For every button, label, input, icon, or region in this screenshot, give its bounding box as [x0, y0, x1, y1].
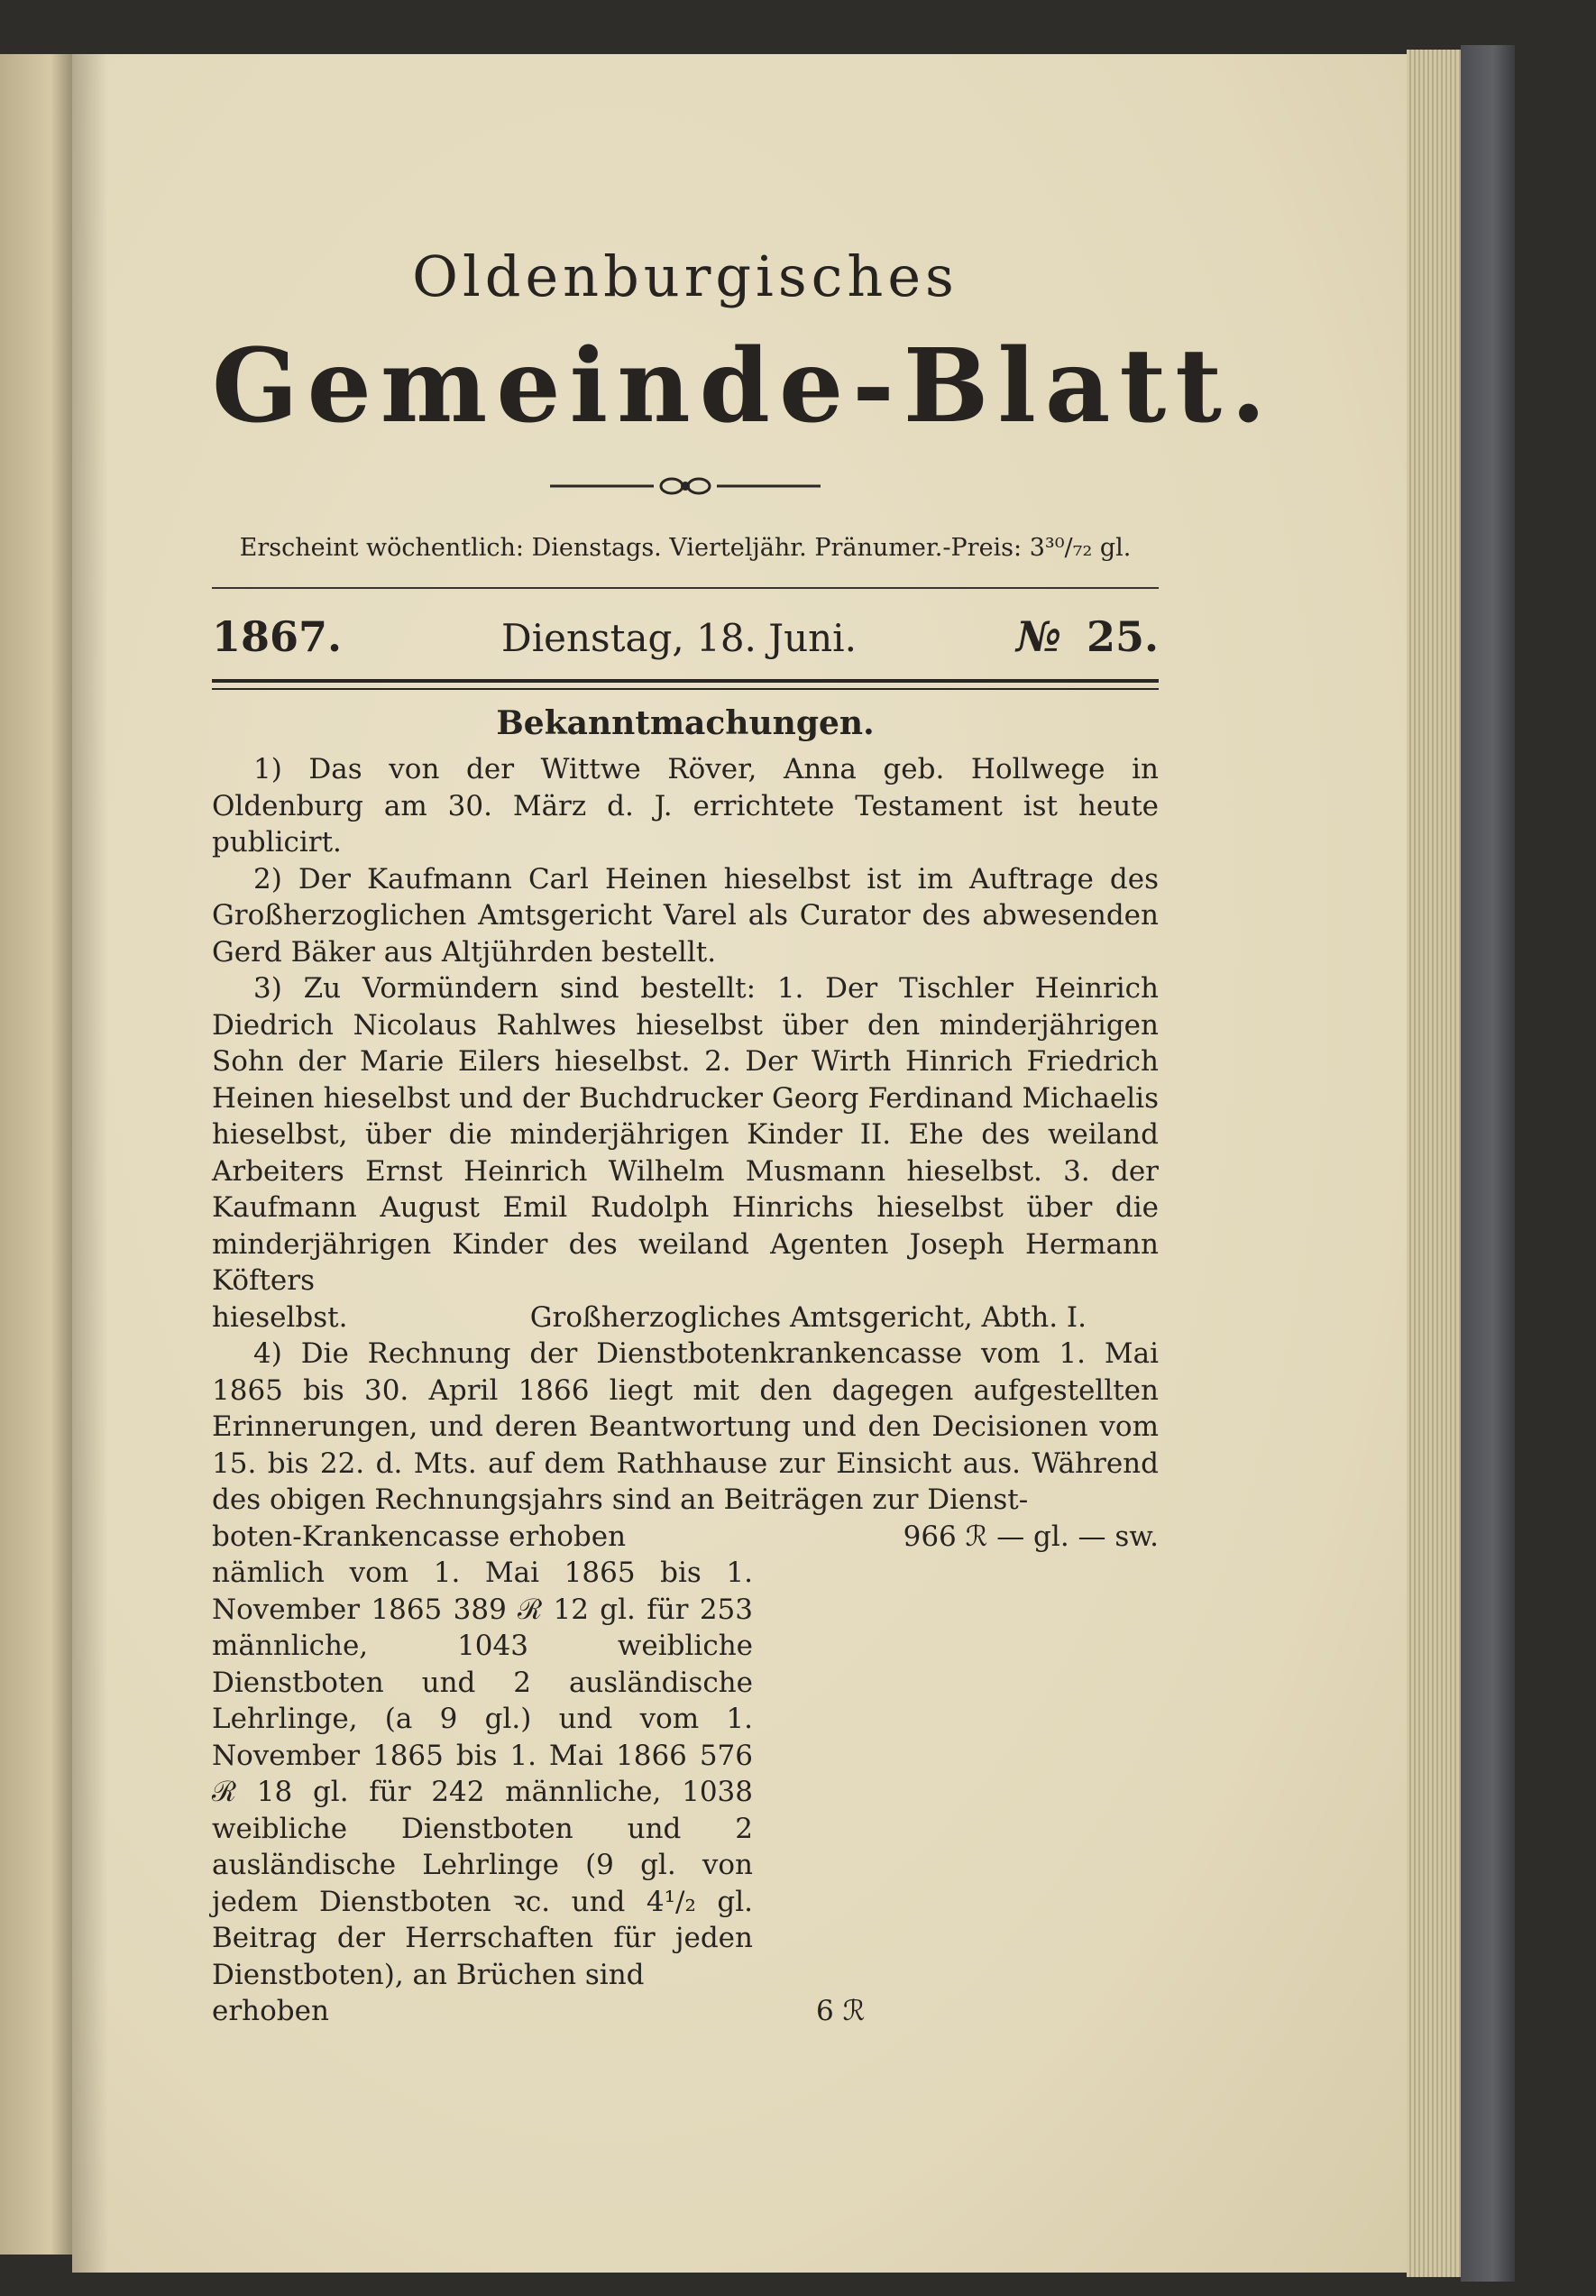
issue-number: 25. [1086, 612, 1159, 661]
subscription-info: Erscheint wöchentlich: Dienstags. Vierteljähr. Pränumer.-Preis: 3³⁰/₇₂ gl. [239, 534, 1132, 562]
notices [212, 751, 1159, 2030]
notice-3-end: hieselbst. [212, 1300, 348, 1334]
amount-total: 966 ℛ — gl. — sw. [903, 1520, 1159, 1553]
notice-4-left-column [212, 1519, 753, 2030]
masthead-small-title: Oldenburgisches [412, 243, 959, 309]
book-cover [1461, 45, 1515, 2282]
masthead-title: Gemeinde-Blatt. [212, 327, 1275, 445]
notice-4-line-1: boten-Krankencasse erhoben [212, 1520, 627, 1553]
court-signature: Großherzogliches Amtsgericht, Abth. I. [529, 1300, 1087, 1334]
notice-2: 2) Der Kaufmann Carl Heinen hieselbst ist im Auftrage des Großherzoglichen Amtsgericht Varel als Curator des abwesenden Gerd Bäker aus Altjührden bestellt. [212, 862, 1159, 969]
notice-4-line-3: erhoben [212, 1995, 329, 2027]
notice-4-intro: 4) Die Rechnung der Dienstbotenkrankencasse vom 1. Mai 1865 bis 30. April 1866 liegt mit den dagegen aufgestellten Erinnerungen, und deren Beantwortung und den Decisionen vom 15. bis 22. d. Mts. auf dem Rathhause zur Einsicht aus. Während des obigen Rechnungsjahrs sind an Beiträgen zur Dienst- [212, 1337, 1159, 1516]
number-sign: № [1015, 612, 1061, 661]
notice-3: 3) Zu Vormündern sind bestellt: 1. Der Tischler Heinrich Diedrich Nicolaus Rahlwes hieselbst über den minderjährigen Sohn der Marie Eilers hieselbst. 2. Der Wirth Hinrich Friedrich Heinen hieselbst und der Buchdrucker Georg Ferdinand Michaelis hieselbst, über die minderjährigen Kinder II. Ehe des weiland Arbeiters Ernst Heinrich Wilhelm Musmann hieselbst. 3. der Kaufmann August Emil Rudolph Hinrichs hieselbst über die minderjährigen Kinder des weiland Agenten Joseph Hermann Köfters [212, 972, 1159, 1297]
rule-thin [212, 587, 1159, 589]
page-content [212, 243, 1275, 2030]
notice-4-right-column [780, 1519, 1159, 2030]
ornament-divider [550, 473, 821, 500]
section-title: Bekanntmachungen. [496, 704, 875, 742]
notice-1: 1) Das von der Wittwe Röver, Anna geb. Hollwege in Oldenburg am 30. März d. J. errichtete Testament ist heute publicirt. [212, 753, 1159, 859]
rule-double [212, 679, 1159, 690]
facing-page-edge [0, 54, 72, 2255]
notice-4-accounts [212, 1519, 1159, 2030]
issue-year: 1867. [212, 612, 343, 661]
gutter-shadow [72, 54, 108, 2273]
amount-fines: 6 ℛ [816, 1995, 866, 2027]
issue-date: Dienstag, 18. Juni. [501, 616, 857, 660]
notice-3-signature-line [212, 1300, 1159, 1336]
page-stack-edges [1407, 50, 1461, 2277]
notice-4-details: nämlich vom 1. Mai 1865 bis 1. November 1865 389 ℛ 12 gl. für 253 männliche, 1043 weibliche Dienstboten und 2 ausländische Lehrlinge, (a 9 gl.) und vom 1. November 1865 bis 1. Mai 1866 576 ℛ 18 gl. für 242 männliche, 1038 weibliche Dienstboten und 2 ausländische Lehrlinge (9 gl. von jedem Dienstboten ꝛc. und 4¹/₂ gl. Beitrag der Herrschaften für jeden Dienstboten), an Brüchen sind [212, 1557, 753, 1991]
issue-number-group [1016, 612, 1159, 661]
dateline [212, 612, 1159, 661]
